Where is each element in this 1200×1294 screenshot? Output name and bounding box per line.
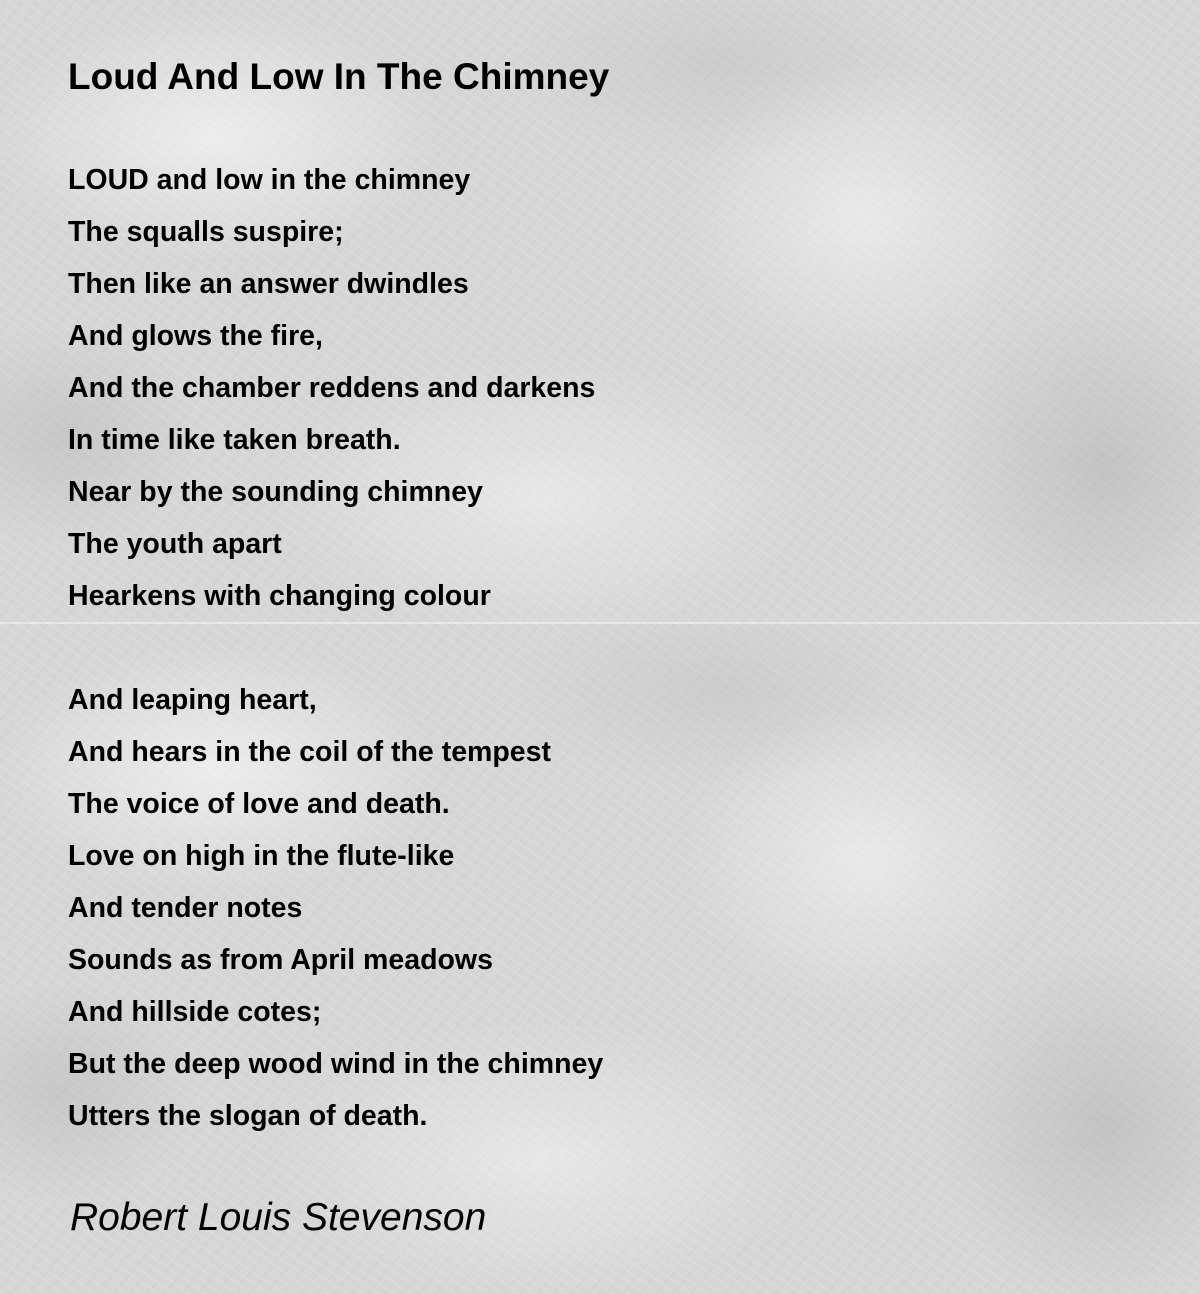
stanza-1 (68, 154, 595, 622)
poem-line: And the chamber reddens and darkens (68, 372, 596, 404)
poem-line: And glows the fire, (68, 320, 323, 352)
stanza-2 (68, 674, 603, 1142)
poem-line: The youth apart (68, 528, 282, 560)
poem-line: And hears in the coil of the tempest (68, 736, 551, 768)
poem-line: Sounds as from April meadows (68, 944, 493, 976)
poem-line: Near by the sounding chimney (68, 476, 483, 508)
poem-author: Robert Louis Stevenson (70, 1196, 487, 1239)
poem-line: And leaping heart, (68, 684, 317, 716)
poem-line: Utters the slogan of death. (68, 1100, 428, 1132)
poem-line: But the deep wood wind in the chimney (68, 1048, 604, 1080)
poem-line: And tender notes (68, 892, 303, 924)
poem-title: Loud And Low In The Chimney (68, 56, 610, 97)
poem-line: And hillside cotes; (68, 996, 322, 1028)
poem-line: Then like an answer dwindles (68, 268, 469, 300)
poem-line: In time like taken breath. (68, 424, 401, 456)
poem-line: The voice of love and death. (68, 788, 450, 820)
poem-line: Hearkens with changing colour (68, 580, 491, 612)
poem-line: Love on high in the flute-like (68, 840, 455, 872)
poem-line: LOUD and low in the chimney (68, 164, 471, 196)
poem-line: The squalls suspire; (68, 216, 344, 248)
panel-divider (0, 622, 1200, 624)
